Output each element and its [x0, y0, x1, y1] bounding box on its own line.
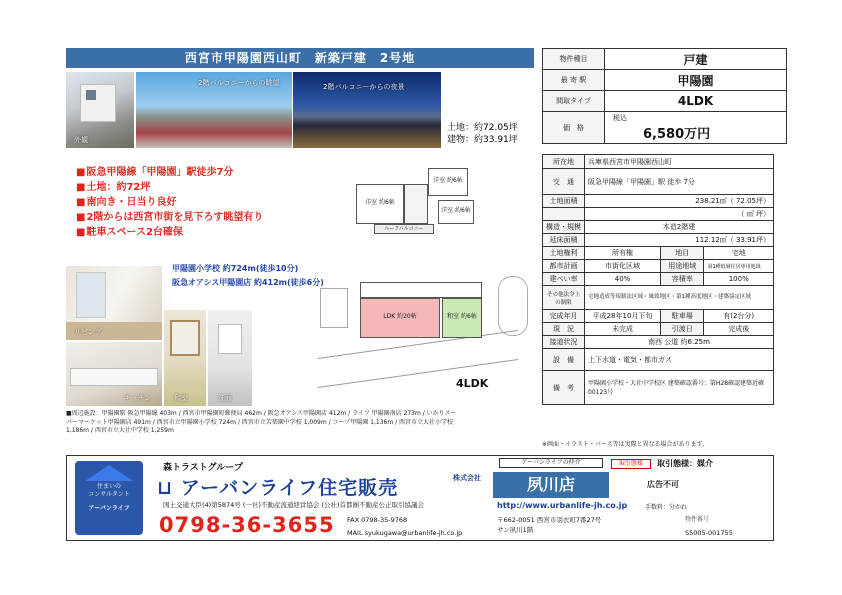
table-row: [543, 112, 787, 144]
other-value: 宅地造成等規制法区域・風致地区・第1種高度地区・建築協定区域: [585, 286, 774, 310]
mail-address[interactable]: MAIL syukugawa@urbanlife-jh.co.jp: [347, 529, 463, 537]
table-row: [543, 195, 774, 208]
table-row: [543, 286, 774, 310]
price-cell: [605, 112, 787, 144]
feature-item: ■ 阪急甲陽線「甲陽園」駅徒歩7分: [76, 165, 263, 180]
badge-line: コンサルタント: [88, 491, 130, 498]
roof-balcony: ルーフバルコニー: [374, 224, 434, 234]
phone-number[interactable]: 0798-36-3655: [159, 513, 335, 537]
rights-key: 土地権利: [543, 247, 585, 260]
handover-value: 完成後: [704, 323, 774, 336]
remarks-key: 備 考: [543, 371, 585, 405]
fee-note: 手数料：分かれ: [645, 504, 688, 511]
living-photo: [66, 266, 162, 340]
summary-value: 甲陽園: [605, 70, 787, 91]
parking-key: 駐車場: [661, 310, 704, 323]
night-photo: [293, 72, 441, 148]
supermarket-distance: 阪急オアシス甲陽園店 約412m(徒歩6分): [172, 278, 324, 287]
location-value: 兵庫県西宮市甲陽園西山町: [585, 155, 774, 169]
room-western-1: 洋室 約6帖: [356, 184, 404, 224]
summary-table: [542, 48, 787, 144]
company-logo-icon: ⊔: [157, 477, 181, 499]
washroom-photo: [208, 310, 252, 406]
japanese-room-photo: [164, 310, 206, 406]
road-key: 接道状況: [543, 336, 585, 349]
structure-key: 構造・規模: [543, 221, 585, 234]
table-row: [543, 349, 774, 371]
property-code-label: 物件番号: [685, 516, 710, 523]
table-row: [543, 169, 774, 195]
table-row: [543, 49, 787, 70]
contact-info: [347, 514, 462, 540]
summary-value: 4LDK: [605, 91, 787, 112]
table-row: [543, 273, 774, 286]
far-key: 容積率: [661, 273, 704, 286]
structure-value: 木造2階建: [585, 221, 774, 234]
kitchen-caption: キッチン: [124, 394, 152, 402]
table-row: [543, 310, 774, 323]
exterior-caption: 外観: [74, 136, 88, 144]
feature-item: ■ 土地：約72坪: [76, 180, 263, 195]
table-row: [543, 221, 774, 234]
company-name-text: アーバンライフ住宅販売: [180, 477, 399, 499]
view-caption: 2階バルコニーからの眺望: [198, 79, 280, 87]
location-key: 所在地: [543, 155, 585, 169]
table-row: [543, 260, 774, 273]
room-western-3: 洋室 約6帖: [438, 200, 474, 224]
feature-item: ■ 南向き・日当り良好: [76, 195, 263, 210]
company-name: [157, 473, 398, 500]
road-value: 南西 公道 約6.25m: [585, 336, 774, 349]
traffic-value: 阪急甲陽線「甲陽園」駅 徒歩 7分: [585, 169, 774, 195]
night-caption: 2階バルコニーからの夜景: [323, 83, 405, 91]
table-row: [543, 208, 774, 221]
access-info: ■周辺施設：甲陽園駅 阪急甲陽線 403m / 西宮市甲陽園町郵便局 462m / 阪急オアシス甲陽園店 412m / ライフ 甲陽園南店 273m / いかりスーパーマーケット甲陽園店 491m / 西宮市立甲陽園小学校 724m / 西宮市立苦楽園中学校 1,009m / コープ甲陽園 1,136m / 西宮市立大社小学校 1,186m / 西宮市立大社中学校 1,259m: [66, 410, 457, 434]
living-caption: リビング: [74, 328, 102, 336]
state-value: 未完成: [585, 323, 661, 336]
upper-floor-plan: [348, 160, 492, 238]
table-row: [543, 155, 774, 169]
state-key: 現 況: [543, 323, 585, 336]
feature-item: ■ 2階からは西宮市街を見下ろす眺望有り: [76, 210, 263, 225]
exterior-photo: [66, 72, 134, 148]
branch-name: 夙川店: [493, 472, 609, 498]
table-row: [543, 91, 787, 112]
ad-permission: 広告不可: [647, 480, 679, 489]
disclaimer-note: ※画面・イラスト・パース等は実際と異なる場合があります。: [542, 441, 709, 448]
land-area-text: 土地：約72.05坪: [447, 123, 518, 133]
layout-label: 4LDK: [456, 377, 489, 390]
feature-list: [76, 165, 263, 240]
page-title: 西宮市甲陽園西山町 新築戸建 2号地: [66, 48, 534, 68]
room-western-2: 洋室 約6帖: [428, 168, 468, 196]
price-key: 価 格: [543, 112, 605, 144]
group-name: 森トラストグループ: [163, 463, 243, 473]
washroom-caption: 洗面: [218, 394, 232, 402]
room-ldk: LDK 約20帖: [360, 298, 440, 338]
price-tax: 税込: [613, 114, 627, 122]
house-logo-icon: [75, 461, 143, 535]
website-link[interactable]: http://www.urbanlife-jh.co.jp: [497, 501, 628, 510]
summary-key: 間取タイプ: [543, 91, 605, 112]
table-row: [543, 70, 787, 91]
company-suffix: 株式会社: [453, 474, 481, 482]
table-row: [543, 323, 774, 336]
feature-item: ■ 駐車スペース2台確保: [76, 225, 263, 240]
remarks-value: 甲陽園小学校・大社中学校区 建築確認番号：第H28確認建築近確00123号: [585, 371, 774, 405]
equip-value: 上下水道・電気・都市ガス: [585, 349, 774, 371]
status-key: 地目: [661, 247, 704, 260]
rights-value: 所有権: [585, 247, 661, 260]
use-key: 用途地域: [661, 260, 704, 273]
summary-key: 物件種目: [543, 49, 605, 70]
parking-value: 有(2台分): [704, 310, 774, 323]
property-code: S5005-001755: [685, 529, 733, 537]
zone-key: 都市計画: [543, 260, 585, 273]
summary-key: 最 寄 駅: [543, 70, 605, 91]
deal-type: 取引態様：媒介: [657, 459, 713, 468]
land-area-key: 土地面積: [543, 195, 585, 208]
deal-tag: 取引態様: [611, 459, 651, 469]
branch-tag: アーバンライフの仲介: [499, 458, 603, 468]
table-row: [543, 247, 774, 260]
address-line: サン夙川1階: [497, 526, 534, 534]
table-row: [543, 336, 774, 349]
license-text: 国土交通大臣(4)第5874号 (一社)不動産流通経営協会 (公社)首都圏不動産公正取引協議会: [163, 501, 425, 509]
handover-key: 引渡日: [661, 323, 704, 336]
coverage-key: 建ぺい率: [543, 273, 585, 286]
table-row: [543, 234, 774, 247]
coverage-value: 40%: [585, 273, 661, 286]
area-summary: [447, 122, 518, 146]
summary-value: 戸建: [605, 49, 787, 70]
other-key: その他法令上の制限: [543, 286, 585, 310]
branch-address: [497, 515, 601, 535]
address-line: 〒662-0051 西宮市羽衣町7番27号: [497, 516, 602, 524]
badge-line: アーバンライフ: [88, 505, 130, 512]
built-key: 完成年月: [543, 310, 585, 323]
zone-value: 市街化区域: [585, 260, 661, 273]
details-table: [542, 154, 774, 405]
view-photo: [136, 72, 292, 148]
kitchen-photo: [66, 342, 162, 406]
japanese-caption: 和室: [174, 394, 188, 402]
far-value: 100%: [704, 273, 774, 286]
site-plan: [318, 248, 538, 380]
private-road-key: [543, 208, 585, 221]
floor-area-key: 延床面積: [543, 234, 585, 247]
nearby-facilities-note: [172, 262, 324, 290]
land-area-value: 238.21㎡（ 72.05坪）: [585, 195, 774, 208]
built-value: 平成28年10月下旬: [585, 310, 661, 323]
fax-number: FAX 0798-35-9768: [347, 516, 408, 524]
company-footer: [66, 455, 774, 541]
table-row: [543, 371, 774, 405]
equip-key: 設 備: [543, 349, 585, 371]
traffic-key: 交 通: [543, 169, 585, 195]
price-value: 6,580万円: [643, 127, 711, 142]
building-area-text: 建物：約33.91坪: [447, 135, 518, 145]
floor-area-value: 112.12㎡（ 33.91坪）: [585, 234, 774, 247]
use-value: 第1種低層住居専用地域: [704, 260, 774, 273]
private-road-value: （ ㎡ 坪）: [585, 208, 774, 221]
status-value: 宅地: [704, 247, 774, 260]
badge-line: 住まいの: [96, 483, 121, 490]
school-distance: 甲陽園小学校 約724m(徒歩10分): [172, 264, 299, 273]
room-japanese: 和室 約6帖: [442, 298, 482, 338]
